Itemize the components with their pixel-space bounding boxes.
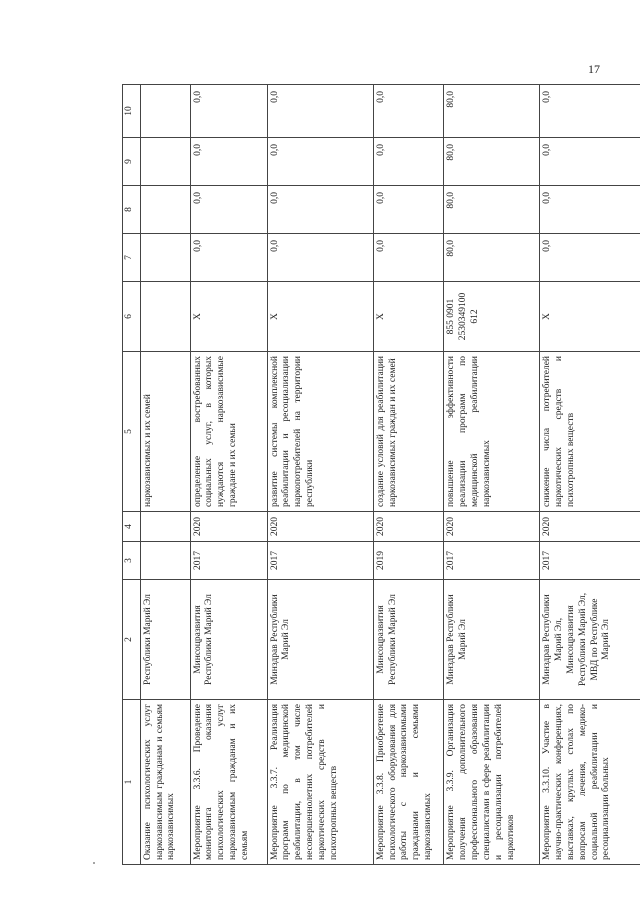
cell-col-9: 0,0 (373, 138, 444, 186)
cell-col-2: Республики Марий Эл (140, 580, 190, 700)
measures-table (122, 84, 640, 865)
cell-col-7: 80,0 (444, 234, 540, 282)
cell-col-1: Мероприятие 3.3.7. Реализация программ по медицинской реабилитации, в том числе несовершеннолетних потребителей наркотических средств и психотропных веществ (267, 700, 373, 865)
cell-col-3: 2017 (444, 542, 540, 580)
header-cell: 9 (123, 138, 141, 186)
table-row (140, 85, 190, 865)
cell-col-5: развитие системы комплексной реабилитации и ресоциализации наркопотребителей на территории республики (267, 352, 373, 512)
cell-col-2: Минсоцразвития Республики Марий Эл (190, 580, 267, 700)
header-row (123, 85, 141, 865)
cell-col-8 (140, 186, 190, 234)
cell-col-5: создание условий для реабилитации наркозависимых граждан и их семей (373, 352, 444, 512)
header-cell: 5 (123, 352, 141, 512)
cell-col-8: 0,0 (190, 186, 267, 234)
cell-col-10: 0,0 (373, 85, 444, 138)
cell-col-6 (140, 282, 190, 352)
cell-col-1: Оказание психологических услуг наркозависимым гражданам и семьям наркозависимых (140, 700, 190, 865)
cell-col-9: 80,0 (444, 138, 540, 186)
header-cell: 6 (123, 282, 141, 352)
header-cell: 7 (123, 234, 141, 282)
cell-col-4: 2020 (267, 512, 373, 542)
table-row (267, 85, 373, 865)
header-cell: 8 (123, 186, 141, 234)
table-row (373, 85, 444, 865)
cell-col-4: 2020 (190, 512, 267, 542)
cell-col-10: 0,0 (190, 85, 267, 138)
cell-col-8: 80,0 (444, 186, 540, 234)
rotated-table-container (122, 85, 640, 865)
cell-col-7: 0,0 (190, 234, 267, 282)
cell-col-10 (140, 85, 190, 138)
cell-col-1: Мероприятие 3.3.10. Участие в научно-практических конференциях, выставках, круглых столах по вопросам лечения, медико-социальной реабилитации и ресоциализации больных (540, 700, 640, 865)
cell-col-6: X (540, 282, 640, 352)
cell-col-3: 2019 (373, 542, 444, 580)
cell-col-6: 855 0901 2530349100 612 (444, 282, 540, 352)
scan-dot (93, 862, 95, 864)
cell-col-7 (140, 234, 190, 282)
header-cell: 3 (123, 542, 141, 580)
cell-col-6: X (267, 282, 373, 352)
cell-col-10: 0,0 (540, 85, 640, 138)
cell-col-2: Минздрав Республики Марий Эл (267, 580, 373, 700)
page-number: 17 (588, 62, 600, 76)
cell-col-5: повышение эффективности реализации программ по медицинской реабилитации наркозависимых (444, 352, 540, 512)
cell-col-3: 2017 (540, 542, 640, 580)
cell-col-5: снижение числа потребителей наркотических средств и психотропных веществ (540, 352, 640, 512)
table-row (444, 85, 540, 865)
cell-col-4: 2020 (373, 512, 444, 542)
cell-col-3 (140, 542, 190, 580)
cell-col-7: 0,0 (540, 234, 640, 282)
cell-col-1: Мероприятие 3.3.8. Приобретение психологического оборудования для работы с наркозависимыми гражданами и семьями наркозависимых (373, 700, 444, 865)
cell-col-7: 0,0 (267, 234, 373, 282)
cell-col-8: 0,0 (540, 186, 640, 234)
cell-col-9 (140, 138, 190, 186)
cell-col-1: Мероприятие 3.3.9. Организация получения дополнительного профессионального образования специалистами в сфере реабилитации и ресоциализации потребителей наркотиков (444, 700, 540, 865)
cell-col-2: Минздрав Республики Марий Эл, Минсоцразвития Республики Марий Эл, МВД по Республике Марий Эл (540, 580, 640, 700)
cell-col-9: 0,0 (190, 138, 267, 186)
cell-col-3: 2017 (190, 542, 267, 580)
cell-col-7: 0,0 (373, 234, 444, 282)
cell-col-5: наркозависимых и их семей (140, 352, 190, 512)
cell-col-3: 2017 (267, 542, 373, 580)
cell-col-6: X (373, 282, 444, 352)
cell-col-9: 0,0 (267, 138, 373, 186)
cell-col-10: 80,0 (444, 85, 540, 138)
table-row (190, 85, 267, 865)
cell-col-2: Минсоцразвития Республики Марий Эл (373, 580, 444, 700)
table-row (540, 85, 640, 865)
cell-col-4: 2020 (444, 512, 540, 542)
header-cell: 2 (123, 580, 141, 700)
cell-col-5: определение востребованных социальных услуг, в которых нуждаются наркозависимые граждане и их семьи (190, 352, 267, 512)
cell-col-10: 0,0 (267, 85, 373, 138)
cell-col-8: 0,0 (373, 186, 444, 234)
cell-col-6: X (190, 282, 267, 352)
cell-col-8: 0,0 (267, 186, 373, 234)
cell-col-9: 0,0 (540, 138, 640, 186)
cell-col-1: Мероприятие 3.3.6. Проведение мониторинга оказания психологических услуг наркозависимым гражданам и их семьям (190, 700, 267, 865)
cell-col-2: Минздрав Республики Марий Эл (444, 580, 540, 700)
header-cell: 10 (123, 85, 141, 138)
header-cell: 1 (123, 700, 141, 865)
header-cell: 4 (123, 512, 141, 542)
cell-col-4: 2020 (540, 512, 640, 542)
cell-col-4 (140, 512, 190, 542)
